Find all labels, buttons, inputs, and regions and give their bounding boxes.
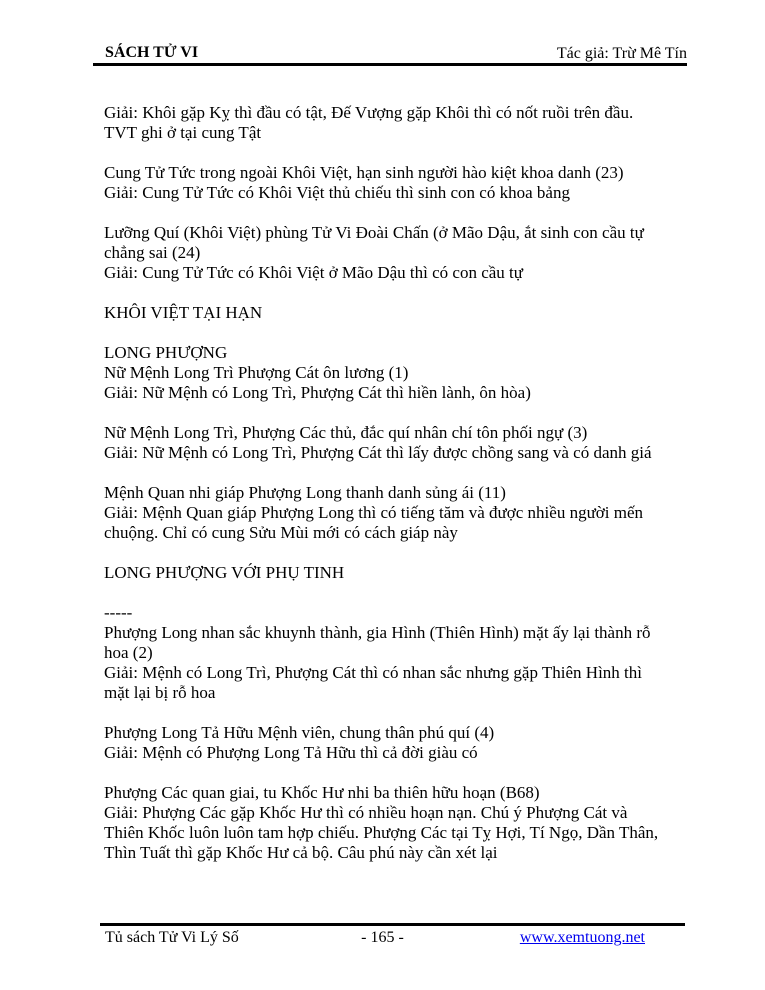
body-line: Giải: Mệnh có Phượng Long Tả Hữu thì cả đời giàu có xyxy=(104,743,478,762)
body-line: hoa (2) xyxy=(104,643,153,662)
body-line: chẳng sai (24) xyxy=(104,243,201,262)
blank-line xyxy=(104,323,694,343)
body-line: ----- xyxy=(104,603,133,622)
blank-line xyxy=(104,203,694,223)
body-line: Giải: Cung Tử Tức có Khôi Việt ở Mão Dậu thì có con cầu tự xyxy=(104,263,523,282)
body-text xyxy=(104,103,694,863)
blank-line xyxy=(104,143,694,163)
body-line: Giải: Khôi gặp Kỵ thì đầu có tật, Đế Vượng gặp Khôi thì có nốt ruồi trên đầu. xyxy=(104,103,634,122)
book-title: SÁCH TỬ VI xyxy=(105,44,199,61)
body-line: Nữ Mệnh Long Trì Phượng Cát ôn lương (1) xyxy=(104,363,409,382)
body-line: Thìn Tuất thì gặp Khốc Hư cả bộ. Câu phú này cần xét lại xyxy=(104,843,498,862)
body-line: Thiên Khốc luôn luôn tam hợp chiếu. Phượng Các tại Tỵ Hợi, Tí Ngọ, Dần Thân, xyxy=(104,823,659,842)
series-title: Tủ sách Tử Vi Lý Số xyxy=(105,929,239,946)
blank-line xyxy=(104,763,694,783)
blank-line xyxy=(104,583,694,603)
body-line: Giải: Mệnh có Long Trì, Phượng Cát thì có nhan sắc nhưng gặp Thiên Hình thì xyxy=(104,663,643,682)
body-line: Phượng Long nhan sắc khuynh thành, gia Hình (Thiên Hình) mặt ấy lại thành rỗ xyxy=(104,623,651,642)
website-link[interactable]: www.xemtuong.net xyxy=(519,929,645,946)
body-line: TVT ghi ở tại cung Tật xyxy=(104,123,262,142)
section-heading: LONG PHƯỢNG VỚI PHỤ TINH xyxy=(104,563,345,582)
header-rule xyxy=(93,63,687,66)
body-line: LONG PHƯỢNG xyxy=(104,343,228,362)
body-line: chuộng. Chỉ có cung Sửu Mùi mới có cách giáp này xyxy=(104,523,458,542)
page-number: - 165 - xyxy=(361,929,404,946)
body-line: Lưỡng Quí (Khôi Việt) phùng Tử Vi Đoài Chấn (ở Mão Dậu, ắt sinh con cầu tự xyxy=(104,223,644,242)
blank-line xyxy=(104,403,694,423)
body-line: Phượng Long Tả Hữu Mệnh viên, chung thân phú quí (4) xyxy=(104,723,495,742)
body-line: Giải: Phượng Các gặp Khốc Hư thì có nhiều hoạn nạn. Chú ý Phượng Cát và xyxy=(104,803,628,822)
body-line: Nữ Mệnh Long Trì, Phượng Các thủ, đắc quí nhân chí tôn phối ngự (3) xyxy=(104,423,588,442)
body-line: Phượng Các quan giai, tu Khốc Hư nhi ba thiên hữu hoạn (B68) xyxy=(104,783,540,802)
blank-line xyxy=(104,703,694,723)
body-line: Giải: Nữ Mệnh có Long Trì, Phượng Cát thì lấy được chồng sang và có danh giá xyxy=(104,443,652,462)
body-line: Cung Tử Tức trong ngoài Khôi Việt, hạn sinh người hào kiệt khoa danh (23) xyxy=(104,163,624,182)
body-line: Mệnh Quan nhi giáp Phượng Long thanh danh sủng ái (11) xyxy=(104,483,506,502)
body-line: Giải: Cung Tử Tức có Khôi Việt thủ chiếu thì sinh con có khoa bảng xyxy=(104,183,570,202)
body-line: Giải: Nữ Mệnh có Long Trì, Phượng Cát thì hiền lành, ôn hòa) xyxy=(104,383,531,402)
blank-line xyxy=(104,463,694,483)
section-heading: KHÔI VIỆT TẠI HẠN xyxy=(104,303,263,322)
author-label: Tác giả: Trừ Mê Tín xyxy=(556,45,687,62)
body-line: Giải: Mệnh Quan giáp Phượng Long thì có tiếng tăm và được nhiều người mến xyxy=(104,503,644,522)
blank-line xyxy=(104,543,694,563)
blank-line xyxy=(104,283,694,303)
body-line: mặt lại bị rỗ hoa xyxy=(104,683,216,702)
footer-rule xyxy=(100,923,685,926)
